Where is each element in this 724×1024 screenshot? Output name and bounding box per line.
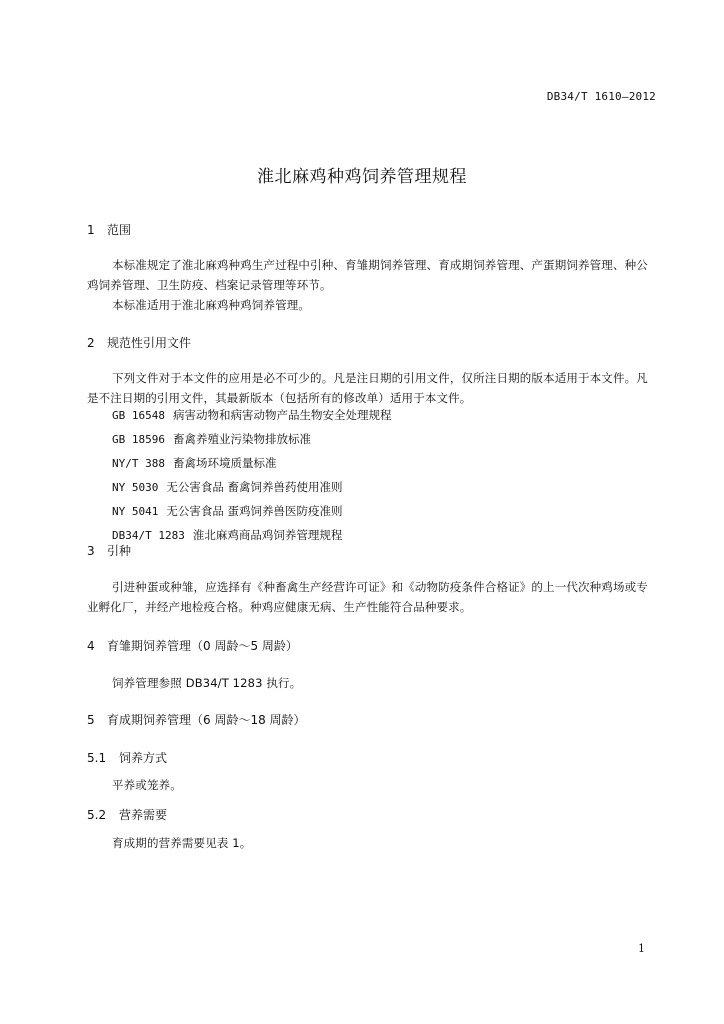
section-1-heading: [87, 221, 131, 238]
reference-item: [112, 503, 343, 519]
reference-title: 淮北麻鸡商品鸡饲养管理规程: [192, 528, 343, 542]
reference-item: [112, 455, 276, 471]
section-number: 1: [87, 223, 95, 237]
section-title: 育成期饲养管理（6 周龄～18 周龄）: [107, 713, 306, 727]
section-number: 2: [87, 336, 95, 350]
reference-item: [112, 407, 391, 423]
reference-title: 病害动物和病害动物产品生物安全处理规程: [172, 408, 392, 422]
section-3-paragraph-1: 引进种蛋或种雏，应选择有《种畜禽生产经营许可证》和《动物防疫条件合格证》的上一代次种鸡场或专业孵化厂，并经产地检疫合格。种鸡应健康无病、生产性能符合品种要求。: [87, 580, 648, 614]
section-title: 营养需要: [119, 808, 168, 822]
reference-item: [112, 527, 342, 543]
page-number: 1: [638, 942, 645, 955]
reference-code: NY 5030: [112, 481, 159, 494]
reference-title: 畜禽养殖业污染物排放标准: [172, 432, 311, 446]
subsection-5-1-heading: [87, 749, 167, 766]
section-4-paragraph-1: 饲养管理参照 DB34/T 1283 执行。: [112, 676, 302, 690]
section-number: 5.1: [87, 751, 107, 765]
section-1-paragraph-2: 本标准适用于淮北麻鸡种鸡饲养管理。: [112, 298, 311, 312]
reference-title: 畜禽场环境质量标准: [172, 456, 277, 470]
section-title: 引种: [107, 544, 132, 558]
reference-title: 无公害食品 畜禽饲养兽药使用准则: [166, 480, 343, 494]
reference-code: GB 18596: [112, 433, 165, 446]
reference-code: NY/T 388: [112, 457, 165, 470]
section-2-paragraph-1: 下列文件对于本文件的应用是必不可少的。凡是注日期的引用文件，仅所注日期的版本适用于本文件。凡是不注日期的引用文件，其最新版本（包括所有的修改单）适用于本文件。: [87, 371, 648, 405]
reference-item: [112, 431, 311, 447]
subsection-5-2-heading: [87, 806, 167, 823]
section-title: 规范性引用文件: [107, 336, 192, 350]
reference-code: GB 16548: [112, 409, 165, 422]
subsection-5-1-paragraph: 平养或笼养。: [112, 778, 182, 792]
section-number: 5.2: [87, 808, 107, 822]
reference-title: 无公害食品 蛋鸡饲养兽医防疫准则: [166, 504, 343, 518]
section-5-heading: [87, 711, 306, 728]
section-4-heading: [87, 637, 298, 654]
section-number: 5: [87, 713, 95, 727]
standard-code: DB34/T 1610—2012: [546, 90, 656, 103]
section-3-heading: [87, 542, 131, 559]
reference-code: DB34/T 1283: [112, 529, 185, 542]
section-title: 范围: [107, 223, 132, 237]
reference-code: NY 5041: [112, 505, 159, 518]
section-number: 3: [87, 544, 95, 558]
reference-item: [112, 479, 343, 495]
subsection-5-2-paragraph: 育成期的营养需要见表 1。: [112, 836, 252, 850]
section-2-heading: [87, 334, 191, 351]
section-title: 饲养方式: [119, 751, 168, 765]
section-title: 育雏期饲养管理（0 周龄～5 周龄）: [107, 639, 298, 653]
document-title: 淮北麻鸡种鸡饲养管理规程: [257, 167, 467, 187]
section-number: 4: [87, 639, 95, 653]
section-1-paragraph-1: 本标准规定了淮北麻鸡种鸡生产过程中引种、育雏期饲养管理、育成期饲养管理、产蛋期饲养管理、种公鸡饲养管理、卫生防疫、档案记录管理等环节。: [87, 258, 648, 292]
